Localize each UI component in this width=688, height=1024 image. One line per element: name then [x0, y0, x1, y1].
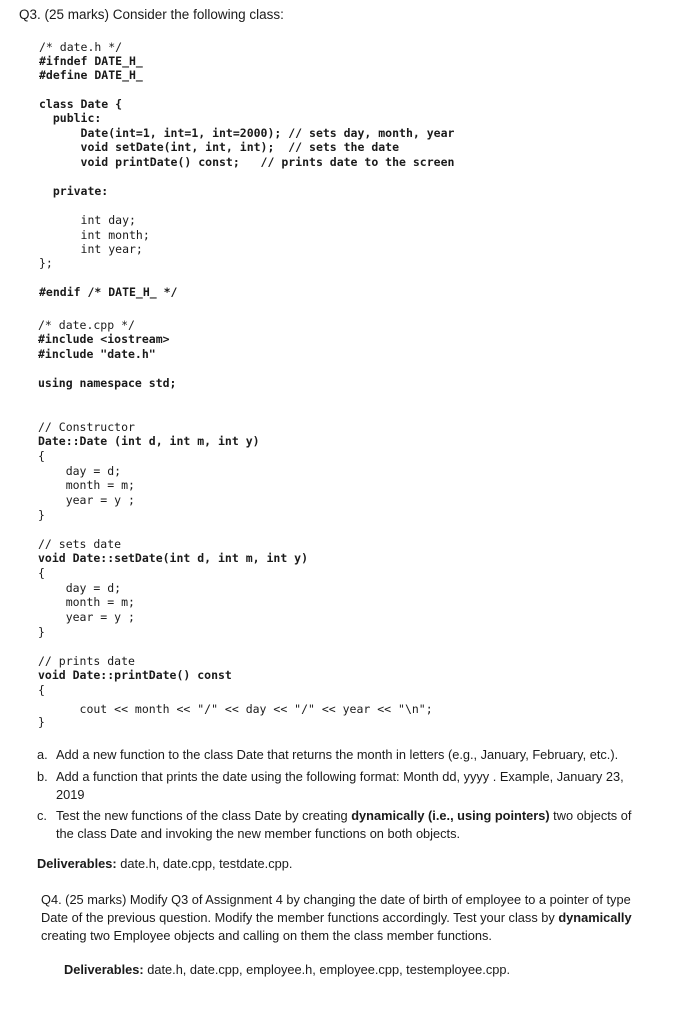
emphasis-text: dynamically — [558, 910, 632, 925]
task-text: Add a function that prints the date using the following format: Month dd, yyyy . Example, January 23, 2019 — [56, 769, 624, 802]
code-line: }; — [39, 256, 53, 270]
date-h-code-block — [39, 40, 455, 299]
code-line: int day; — [39, 213, 136, 227]
code-line: year = y ; — [38, 610, 135, 624]
task-label: b. — [37, 769, 48, 784]
deliverables-files: date.h, date.cpp, employee.h, employee.cpp, testemployee.cpp. — [143, 962, 511, 977]
code-line: { — [38, 449, 45, 463]
task-label: a. — [37, 747, 48, 762]
q4-deliverables — [64, 962, 510, 977]
emphasis-text: dynamically (i.e., using pointers) — [351, 808, 550, 823]
code-line: } — [38, 715, 45, 729]
code-line: private: — [39, 184, 109, 198]
date-cpp-code-block — [38, 318, 433, 729]
code-line: } — [38, 508, 45, 522]
task-list — [37, 746, 657, 846]
code-line: Date(int=1, int=1, int=2000); // sets day, month, year — [39, 126, 455, 140]
deliverables-files: date.h, date.cpp, testdate.cpp. — [116, 856, 293, 871]
code-line: /* date.cpp */ — [38, 318, 135, 332]
code-line: void printDate() const; // prints date to the screen — [39, 155, 455, 169]
code-line: class Date { — [39, 97, 123, 111]
code-line: #define DATE_H_ — [39, 68, 143, 82]
code-line: // Constructor — [38, 420, 135, 434]
code-line: Date::Date (int d, int m, int y) — [38, 434, 260, 448]
question-4-text: Q4. (25 marks) Modify Q3 of Assignment 4 by changing the date of birth of employee to a pointer of type Date of the previous question. Modify the member functions accordingly. Test your class by dynamically creating two Employee objects and calling on them the class member functions. — [41, 892, 632, 943]
code-line: // prints date — [38, 654, 135, 668]
code-line: public: — [39, 111, 102, 125]
q3-deliverables — [37, 856, 292, 871]
deliverables-label: Deliverables: — [64, 962, 144, 977]
code-line: day = d; — [38, 464, 122, 478]
code-line: month = m; — [38, 595, 135, 609]
task-text: Test the new functions of the class Date by creating dynamically (i.e., using pointers) two objects of the class Date and invoking the new member functions on both objects. — [56, 808, 632, 841]
code-line: #endif /* DATE_H_ */ — [39, 285, 178, 299]
question-3-title: Q3. (25 marks) Consider the following class: — [19, 7, 284, 22]
code-line: using namespace std; — [38, 376, 177, 390]
task-text: Add a new function to the class Date that returns the month in letters (e.g., January, February, etc.). — [56, 747, 619, 762]
deliverables-label: Deliverables: — [37, 856, 117, 871]
code-line: day = d; — [38, 581, 122, 595]
code-line: #ifndef DATE_H_ — [39, 54, 143, 68]
task-label: c. — [37, 808, 47, 823]
code-line: void Date::setDate(int d, int m, int y) — [38, 551, 309, 565]
code-line: #include <iostream> — [38, 332, 170, 346]
code-line: /* date.h */ — [39, 40, 123, 54]
code-line: { — [38, 566, 45, 580]
code-line: // sets date — [38, 537, 122, 551]
code-line: void setDate(int, int, int); // sets the date — [39, 140, 400, 154]
code-line: } — [38, 625, 45, 639]
code-line: int month; — [39, 228, 150, 242]
code-line: month = m; — [38, 478, 135, 492]
code-line: { — [38, 683, 45, 697]
code-line: #include "date.h" — [38, 347, 156, 361]
code-line: year = y ; — [38, 493, 135, 507]
code-line: int year; — [39, 242, 143, 256]
code-line: void Date::printDate() const — [38, 668, 232, 682]
code-line: cout << month << "/" << day << "/" << year << "\n"; — [38, 702, 433, 716]
